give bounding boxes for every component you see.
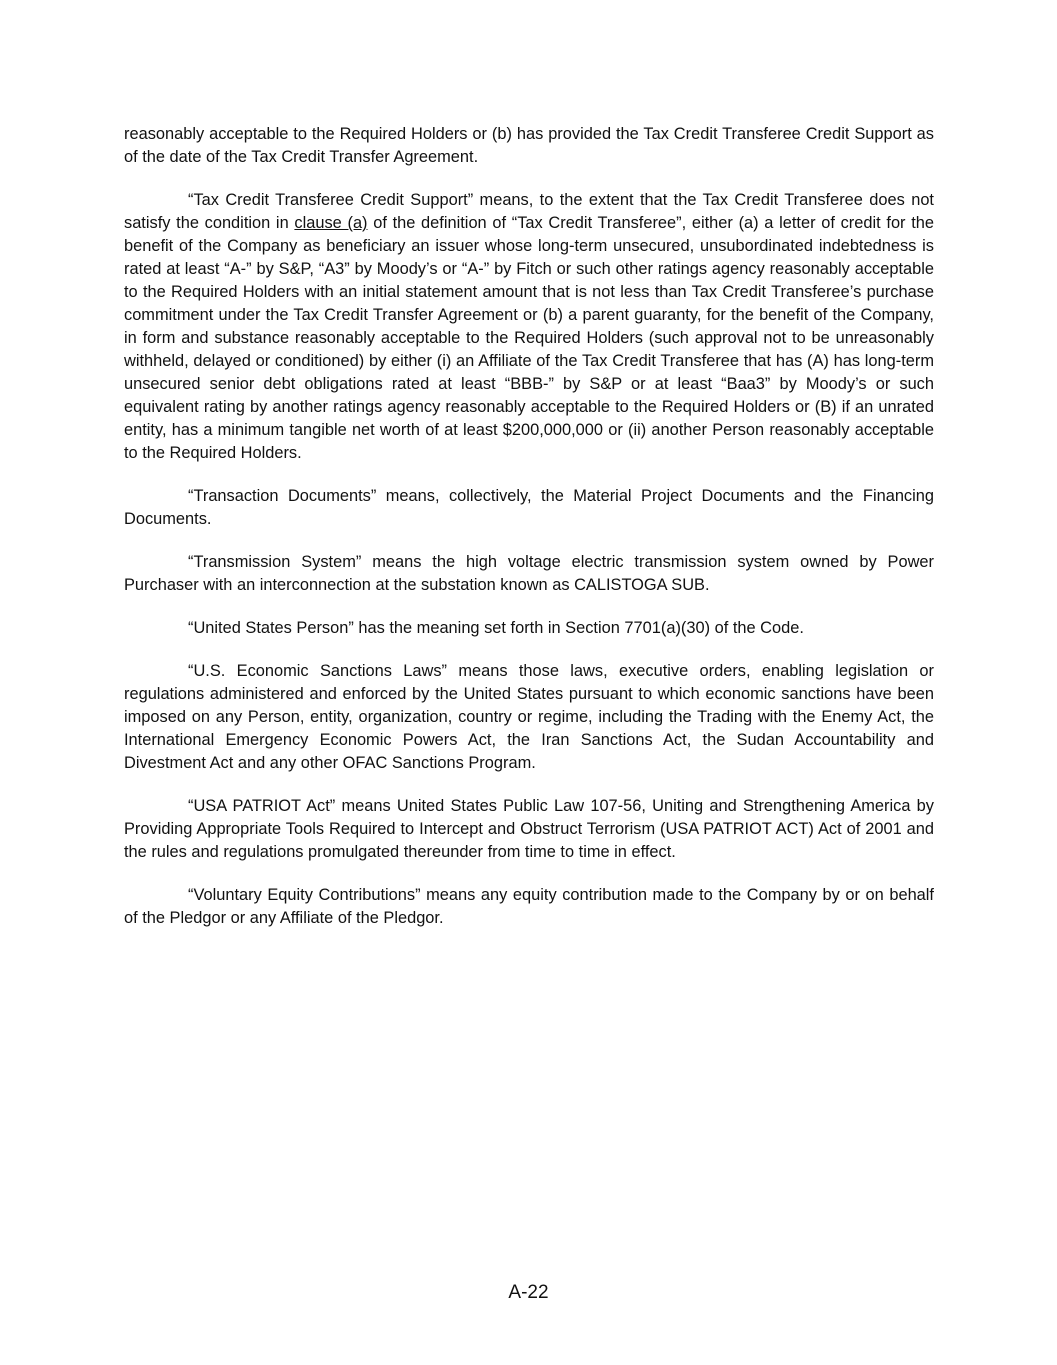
definition-tax-credit-transferee-credit-support [124,189,934,465]
definition-text-part1: “Tax Credit Transferee Credit Support” means, to the extent that the Tax Credit Transferee does not satisfy the condition in [124,191,934,232]
definition-transmission-system: “Transmission System” means the high voltage electric transmission system owned by Power Purchaser with an interconnection at the substation known as CALISTOGA SUB. [124,553,934,594]
document-body [124,123,934,950]
paragraph-continuation: reasonably acceptable to the Required Holders or (b) has provided the Tax Credit Transferee Credit Support as of the date of the Tax Credit Transfer Agreement. [124,125,934,166]
definition-usa-patriot-act: “USA PATRIOT Act” means United States Public Law 107-56, Uniting and Strengthening America by Providing Appropriate Tools Required to Intercept and Obstruct Terrorism (USA PATRIOT ACT) Act of 2001 and the rules and regulations promulgated thereunder from time to time in effect. [124,797,934,861]
definition-us-economic-sanctions-laws: “U.S. Economic Sanctions Laws” means those laws, executive orders, enabling legislation or regulations administered and enforced by the United States pursuant to which economic sanctions have been imposed on any Person, entity, organization, country or regime, including the Trading with the Enemy Act, the International Emergency Economic Powers Act, the Iran Sanctions Act, the Sudan Accountability and Divestment Act and any other OFAC Sanctions Program. [124,662,934,772]
definition-transaction-documents: “Transaction Documents” means, collectively, the Material Project Documents and the Financing Documents. [124,487,934,528]
page-number: A-22 [508,1282,549,1303]
definition-text-part2: of the definition of “Tax Credit Transferee”, either (a) a letter of credit for the benefit of the Company as beneficiary an issuer whose long-term unsecured, unsubordinated indebtedness is rated at least “A-” by S&P, “A3” by Moody’s or “A-” by Fitch or such other ratings agency reasonably acceptable to the Required Holders with an initial statement amount that is not less than Tax Credit Transferee’s purchase commitment under the Tax Credit Transfer Agreement or (b) a parent guaranty, for the benefit of the Company, in form and substance reasonably acceptable to the Required Holders (such approval not to be unreasonably withheld, delayed or conditioned) by either (i) an Affiliate of the Tax Credit Transferee that has (A) has long-term unsecured senior debt obligations rated at least “BBB-” by S&P or at least “Baa3” by Moody’s or such equivalent rating by another ratings agency reasonably acceptable to the Required Holders or (B) if an unrated entity, has a minimum tangible net worth of at least $200,000,000 or (ii) another Person reasonably acceptable to the Required Holders. [124,214,935,462]
definition-voluntary-equity-contributions: “Voluntary Equity Contributions” means any equity contribution made to the Company by or on behalf of the Pledgor or any Affiliate of the Pledgor. [124,886,934,927]
definition-united-states-person: “United States Person” has the meaning set forth in Section 7701(a)(30) of the Code. [188,619,804,637]
clause-a-reference: clause (a) [294,214,368,232]
